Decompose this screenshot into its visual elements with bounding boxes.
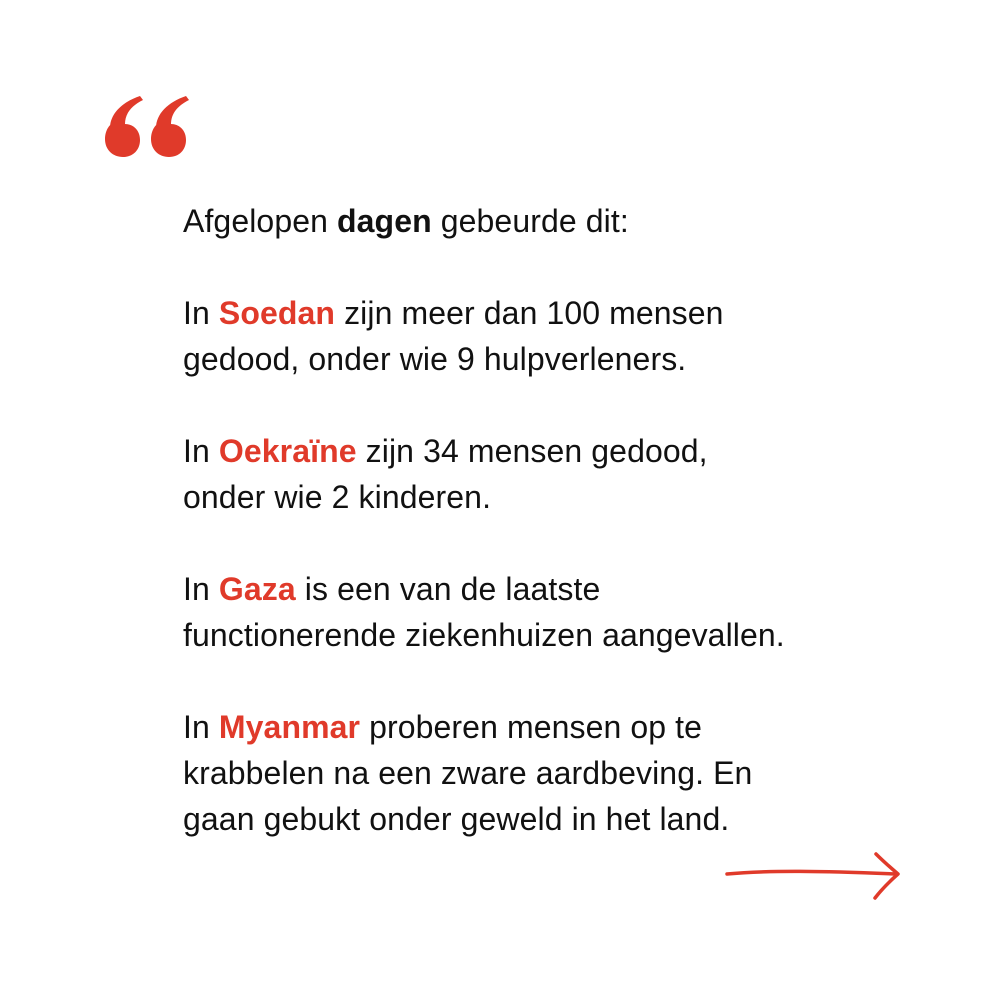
paragraph-line-2: krabbelen na een zware aardbeving. En: [183, 755, 753, 791]
quote-text: [183, 198, 963, 842]
paragraph-oekraine: [183, 428, 963, 520]
paragraph-myanmar: [183, 704, 963, 842]
paragraph-line-1: proberen mensen op te: [360, 709, 703, 745]
country-name: Soedan: [218, 295, 336, 331]
opening-quote-icon: [103, 96, 189, 162]
paragraph-line-3: gaan gebukt onder geweld in het land.: [183, 801, 730, 837]
paragraph-prefix: In: [183, 571, 219, 607]
paragraph-line-1: zijn 34 mensen gedood,: [356, 433, 708, 469]
paragraph-prefix: In: [183, 433, 219, 469]
paragraph-soedan: [183, 290, 963, 382]
paragraph-prefix: In: [183, 709, 219, 745]
intro-text-before: Afgelopen: [183, 203, 338, 239]
paragraph-line-2: functionerende ziekenhuizen aangevallen.: [183, 617, 785, 653]
country-name: Oekraïne: [218, 433, 357, 469]
paragraph-line-1: is een van de laatste: [295, 571, 601, 607]
paragraph-line-2: onder wie 2 kinderen.: [183, 479, 492, 515]
paragraph-gaza: [183, 566, 963, 658]
country-name: Gaza: [218, 571, 296, 607]
intro-text-after: gebeurde dit:: [431, 203, 629, 239]
intro-bold-word: dagen: [337, 203, 432, 239]
paragraph-line-2: gedood, onder wie 9 hulpverleners.: [183, 341, 687, 377]
intro-paragraph: [183, 198, 963, 244]
paragraph-line-1: zijn meer dan 100 mensen: [335, 295, 724, 331]
paragraph-prefix: In: [183, 295, 219, 331]
next-arrow-icon[interactable]: [724, 848, 904, 904]
country-name: Myanmar: [218, 709, 361, 745]
